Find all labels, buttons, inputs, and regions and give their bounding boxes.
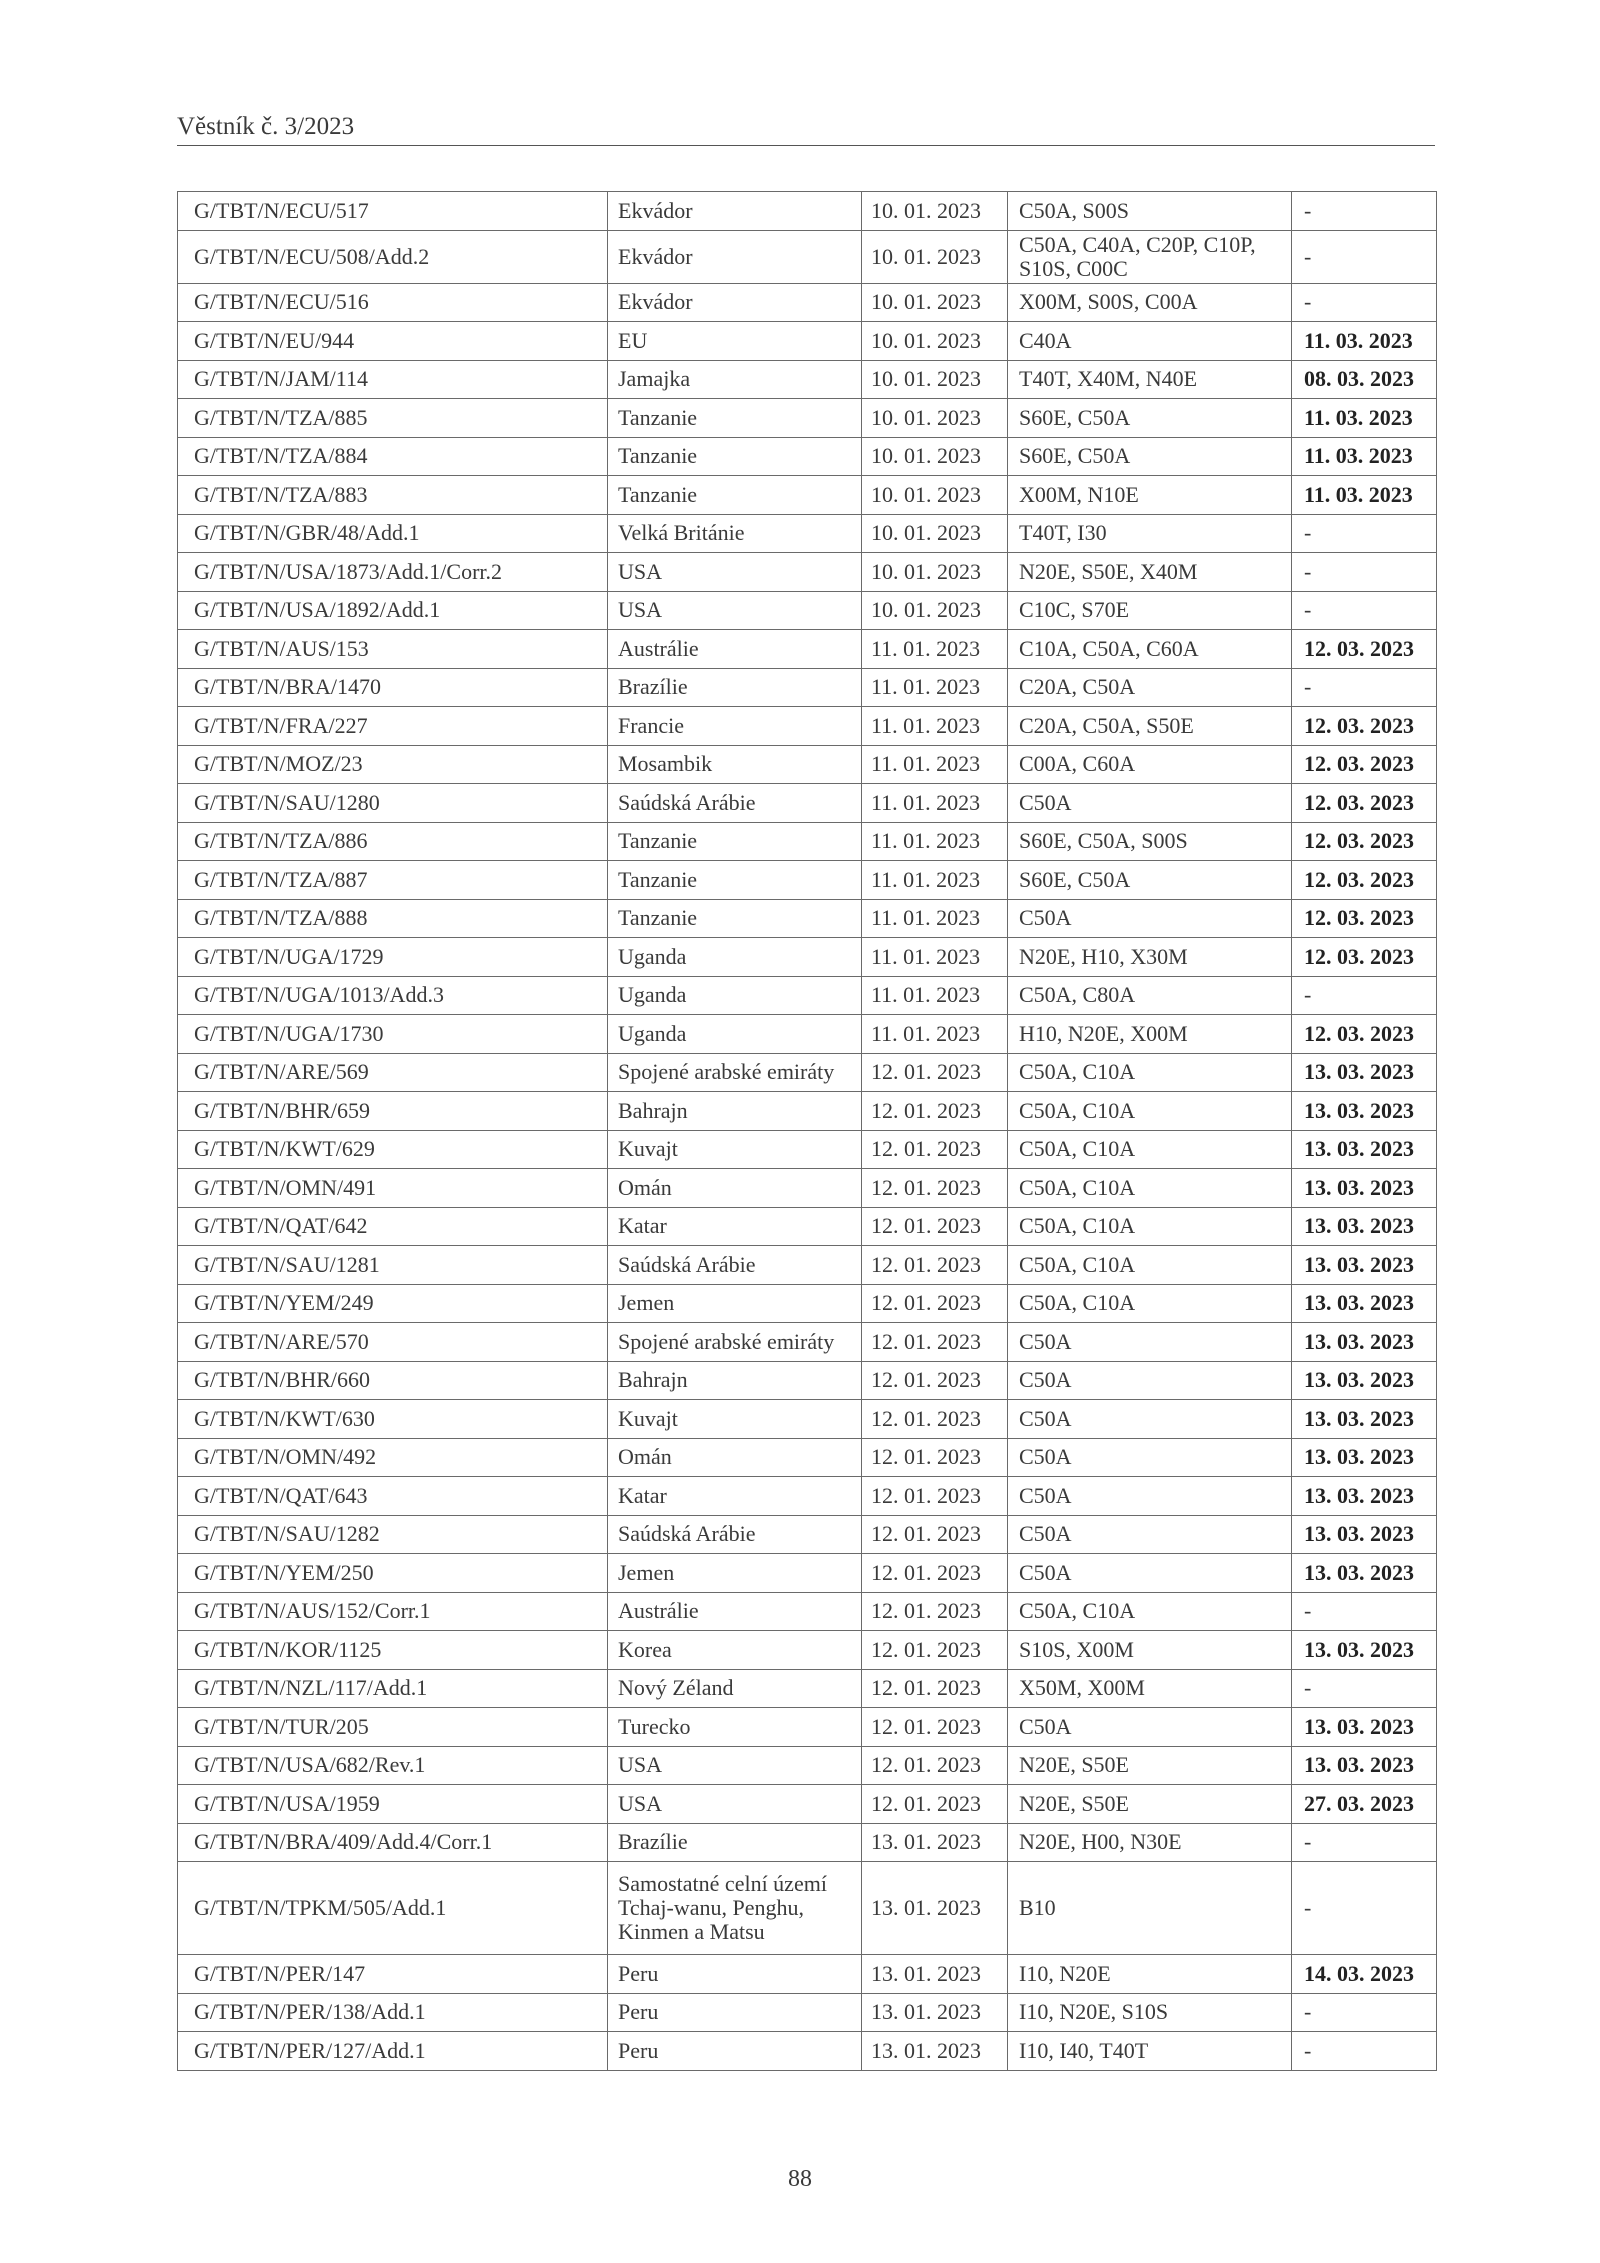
table-row — [178, 1361, 1437, 1400]
date-cell: 12. 01. 2023 — [862, 1515, 1008, 1554]
deadline-cell: - — [1292, 668, 1437, 707]
date-cell: 10. 01. 2023 — [862, 476, 1008, 515]
country-cell: Brazílie — [608, 668, 862, 707]
deadline-cell: 12. 03. 2023 — [1292, 822, 1437, 861]
notification-code-cell: G/TBT/N/TZA/884 — [178, 437, 608, 476]
deadline-cell: 13. 03. 2023 — [1292, 1477, 1437, 1516]
notification-code-cell: G/TBT/N/KWT/630 — [178, 1400, 608, 1439]
classification-cell: N20E, H10, X30M — [1008, 938, 1292, 977]
deadline-cell: 14. 03. 2023 — [1292, 1955, 1437, 1994]
date-cell: 12. 01. 2023 — [862, 1400, 1008, 1439]
date-cell: 11. 01. 2023 — [862, 630, 1008, 669]
table-row — [178, 1862, 1437, 1955]
date-cell: 12. 01. 2023 — [862, 1785, 1008, 1824]
notification-code-cell: G/TBT/N/QAT/642 — [178, 1207, 608, 1246]
date-cell: 12. 01. 2023 — [862, 1130, 1008, 1169]
classification-cell: C50A, C10A — [1008, 1207, 1292, 1246]
country-cell: Ekvádor — [608, 230, 862, 283]
country-cell: EU — [608, 322, 862, 361]
notification-code-cell: G/TBT/N/PER/147 — [178, 1955, 608, 1994]
classification-cell: X50M, X00M — [1008, 1669, 1292, 1708]
date-cell: 10. 01. 2023 — [862, 360, 1008, 399]
table-row — [178, 2032, 1437, 2071]
notification-code-cell: G/TBT/N/BHR/660 — [178, 1361, 608, 1400]
table-row — [178, 553, 1437, 592]
notification-code-cell: G/TBT/N/ECU/516 — [178, 283, 608, 322]
classification-cell: C50A, C10A — [1008, 1053, 1292, 1092]
notification-code-cell: G/TBT/N/TUR/205 — [178, 1708, 608, 1747]
classification-cell: C50A — [1008, 1477, 1292, 1516]
notification-code-cell: G/TBT/N/JAM/114 — [178, 360, 608, 399]
journal-title: Věstník č. 3/2023 — [177, 113, 355, 140]
classification-cell: C50A, C10A — [1008, 1092, 1292, 1131]
classification-cell: C50A, S00S — [1008, 192, 1292, 231]
classification-cell: S10S, X00M — [1008, 1631, 1292, 1670]
classification-cell: S60E, C50A, S00S — [1008, 822, 1292, 861]
table-row — [178, 976, 1437, 1015]
deadline-cell: - — [1292, 283, 1437, 322]
classification-cell: C50A — [1008, 1400, 1292, 1439]
country-cell: Ekvádor — [608, 283, 862, 322]
table-row — [178, 861, 1437, 900]
table-row — [178, 283, 1437, 322]
classification-cell: T40T, I30 — [1008, 514, 1292, 553]
country-cell: Austrálie — [608, 630, 862, 669]
date-cell: 11. 01. 2023 — [862, 707, 1008, 746]
table-row — [178, 784, 1437, 823]
deadline-cell: 12. 03. 2023 — [1292, 784, 1437, 823]
deadline-cell: 13. 03. 2023 — [1292, 1284, 1437, 1323]
date-cell: 10. 01. 2023 — [862, 514, 1008, 553]
classification-cell: C20A, C50A, S50E — [1008, 707, 1292, 746]
deadline-cell: 12. 03. 2023 — [1292, 938, 1437, 977]
table-row — [178, 1746, 1437, 1785]
notification-code-cell: G/TBT/N/KOR/1125 — [178, 1631, 608, 1670]
deadline-cell: 12. 03. 2023 — [1292, 1015, 1437, 1054]
classification-cell: C00A, C60A — [1008, 745, 1292, 784]
country-cell: Jemen — [608, 1284, 862, 1323]
table-row — [178, 899, 1437, 938]
classification-cell: X00M, S00S, C00A — [1008, 283, 1292, 322]
date-cell: 11. 01. 2023 — [862, 668, 1008, 707]
notification-code-cell: G/TBT/N/TZA/888 — [178, 899, 608, 938]
notification-code-cell: G/TBT/N/GBR/48/Add.1 — [178, 514, 608, 553]
date-cell: 10. 01. 2023 — [862, 283, 1008, 322]
deadline-cell: - — [1292, 976, 1437, 1015]
country-cell: Saúdská Arábie — [608, 784, 862, 823]
country-cell: Omán — [608, 1438, 862, 1477]
classification-cell: C50A — [1008, 784, 1292, 823]
deadline-cell: - — [1292, 591, 1437, 630]
notification-code-cell: G/TBT/N/UGA/1730 — [178, 1015, 608, 1054]
country-cell: Tanzanie — [608, 476, 862, 515]
table-row — [178, 938, 1437, 977]
deadline-cell: 13. 03. 2023 — [1292, 1746, 1437, 1785]
country-cell: Tanzanie — [608, 822, 862, 861]
deadline-cell: 13. 03. 2023 — [1292, 1554, 1437, 1593]
notification-code-cell: G/TBT/N/ARE/570 — [178, 1323, 608, 1362]
notification-code-cell: G/TBT/N/SAU/1282 — [178, 1515, 608, 1554]
date-cell: 11. 01. 2023 — [862, 784, 1008, 823]
table-row — [178, 360, 1437, 399]
date-cell: 12. 01. 2023 — [862, 1669, 1008, 1708]
notification-code-cell: G/TBT/N/EU/944 — [178, 322, 608, 361]
deadline-cell: 13. 03. 2023 — [1292, 1515, 1437, 1554]
date-cell: 12. 01. 2023 — [862, 1631, 1008, 1670]
country-cell: USA — [608, 1746, 862, 1785]
table-row — [178, 1554, 1437, 1593]
classification-cell: C50A — [1008, 1708, 1292, 1747]
date-cell: 13. 01. 2023 — [862, 1862, 1008, 1955]
table-row — [178, 745, 1437, 784]
deadline-cell: - — [1292, 553, 1437, 592]
page-header — [177, 112, 1435, 146]
date-cell: 12. 01. 2023 — [862, 1323, 1008, 1362]
date-cell: 10. 01. 2023 — [862, 553, 1008, 592]
deadline-cell: - — [1292, 1669, 1437, 1708]
table-row — [178, 1169, 1437, 1208]
notification-code-cell: G/TBT/N/BRA/409/Add.4/Corr.1 — [178, 1823, 608, 1862]
country-cell: Tanzanie — [608, 861, 862, 900]
deadline-cell: 08. 03. 2023 — [1292, 360, 1437, 399]
date-cell: 12. 01. 2023 — [862, 1092, 1008, 1131]
deadline-cell: 13. 03. 2023 — [1292, 1130, 1437, 1169]
date-cell: 11. 01. 2023 — [862, 899, 1008, 938]
notification-code-cell: G/TBT/N/MOZ/23 — [178, 745, 608, 784]
date-cell: 10. 01. 2023 — [862, 437, 1008, 476]
deadline-cell: - — [1292, 1993, 1437, 2032]
country-cell: Samostatné celní území Tchaj-wanu, Penghu, Kinmen a Matsu — [608, 1862, 862, 1955]
notification-code-cell: G/TBT/N/OMN/491 — [178, 1169, 608, 1208]
deadline-cell: - — [1292, 2032, 1437, 2071]
date-cell: 12. 01. 2023 — [862, 1207, 1008, 1246]
country-cell: Uganda — [608, 938, 862, 977]
date-cell: 13. 01. 2023 — [862, 1823, 1008, 1862]
deadline-cell: 11. 03. 2023 — [1292, 437, 1437, 476]
date-cell: 10. 01. 2023 — [862, 591, 1008, 630]
country-cell: Austrálie — [608, 1592, 862, 1631]
deadline-cell: 11. 03. 2023 — [1292, 476, 1437, 515]
table-row — [178, 514, 1437, 553]
table-row — [178, 1092, 1437, 1131]
notification-code-cell: G/TBT/N/ECU/517 — [178, 192, 608, 231]
deadline-cell: - — [1292, 514, 1437, 553]
date-cell: 11. 01. 2023 — [862, 745, 1008, 784]
classification-cell: C50A, C80A — [1008, 976, 1292, 1015]
date-cell: 11. 01. 2023 — [862, 1015, 1008, 1054]
notification-code-cell: G/TBT/N/TZA/887 — [178, 861, 608, 900]
table-row — [178, 1669, 1437, 1708]
country-cell: Tanzanie — [608, 899, 862, 938]
date-cell: 10. 01. 2023 — [862, 399, 1008, 438]
country-cell: Saúdská Arábie — [608, 1246, 862, 1285]
classification-cell: C50A — [1008, 1361, 1292, 1400]
country-cell: Katar — [608, 1477, 862, 1516]
notification-code-cell: G/TBT/N/TZA/886 — [178, 822, 608, 861]
table-row — [178, 1053, 1437, 1092]
table-row — [178, 668, 1437, 707]
country-cell: USA — [608, 553, 862, 592]
date-cell: 11. 01. 2023 — [862, 861, 1008, 900]
date-cell: 13. 01. 2023 — [862, 2032, 1008, 2071]
country-cell: Omán — [608, 1169, 862, 1208]
classification-cell: C50A, C10A — [1008, 1246, 1292, 1285]
table-row — [178, 476, 1437, 515]
notification-code-cell: G/TBT/N/TZA/885 — [178, 399, 608, 438]
country-cell: Peru — [608, 2032, 862, 2071]
deadline-cell: 13. 03. 2023 — [1292, 1438, 1437, 1477]
country-cell: Saúdská Arábie — [608, 1515, 862, 1554]
date-cell: 12. 01. 2023 — [862, 1169, 1008, 1208]
classification-cell: B10 — [1008, 1862, 1292, 1955]
classification-cell: C50A, C10A — [1008, 1169, 1292, 1208]
table-row — [178, 1708, 1437, 1747]
table-row — [178, 1284, 1437, 1323]
deadline-cell: 12. 03. 2023 — [1292, 861, 1437, 900]
country-cell: Uganda — [608, 1015, 862, 1054]
deadline-cell: - — [1292, 1592, 1437, 1631]
deadline-cell: 12. 03. 2023 — [1292, 745, 1437, 784]
deadline-cell: 12. 03. 2023 — [1292, 630, 1437, 669]
notification-code-cell: G/TBT/N/SAU/1281 — [178, 1246, 608, 1285]
deadline-cell: 13. 03. 2023 — [1292, 1207, 1437, 1246]
table-row — [178, 822, 1437, 861]
classification-cell: I10, N20E, S10S — [1008, 1993, 1292, 2032]
table-row — [178, 1477, 1437, 1516]
country-cell: Katar — [608, 1207, 862, 1246]
date-cell: 12. 01. 2023 — [862, 1438, 1008, 1477]
notification-code-cell: G/TBT/N/UGA/1013/Add.3 — [178, 976, 608, 1015]
classification-cell: N20E, S50E, X40M — [1008, 553, 1292, 592]
deadline-cell: 13. 03. 2023 — [1292, 1361, 1437, 1400]
classification-cell: C50A — [1008, 1515, 1292, 1554]
country-cell: Francie — [608, 707, 862, 746]
notification-code-cell: G/TBT/N/PER/127/Add.1 — [178, 2032, 608, 2071]
notification-code-cell: G/TBT/N/QAT/643 — [178, 1477, 608, 1516]
deadline-cell: - — [1292, 1862, 1437, 1955]
deadline-cell: 13. 03. 2023 — [1292, 1708, 1437, 1747]
classification-cell: C40A — [1008, 322, 1292, 361]
date-cell: 12. 01. 2023 — [862, 1708, 1008, 1747]
classification-cell: N20E, S50E — [1008, 1785, 1292, 1824]
notification-code-cell: G/TBT/N/UGA/1729 — [178, 938, 608, 977]
deadline-cell: 13. 03. 2023 — [1292, 1246, 1437, 1285]
notification-code-cell: G/TBT/N/USA/682/Rev.1 — [178, 1746, 608, 1785]
country-cell: Korea — [608, 1631, 862, 1670]
country-cell: Uganda — [608, 976, 862, 1015]
country-cell: Brazílie — [608, 1823, 862, 1862]
classification-cell: X00M, N10E — [1008, 476, 1292, 515]
deadline-cell: 13. 03. 2023 — [1292, 1323, 1437, 1362]
deadline-cell: - — [1292, 1823, 1437, 1862]
table-row — [178, 1592, 1437, 1631]
country-cell: Ekvádor — [608, 192, 862, 231]
notification-code-cell: G/TBT/N/OMN/492 — [178, 1438, 608, 1477]
table-row — [178, 192, 1437, 231]
deadline-cell: 13. 03. 2023 — [1292, 1169, 1437, 1208]
classification-cell: C10A, C50A, C60A — [1008, 630, 1292, 669]
country-cell: Bahrajn — [608, 1092, 862, 1131]
classification-cell: C50A — [1008, 1323, 1292, 1362]
classification-cell: S60E, C50A — [1008, 399, 1292, 438]
date-cell: 12. 01. 2023 — [862, 1053, 1008, 1092]
notification-code-cell: G/TBT/N/BHR/659 — [178, 1092, 608, 1131]
notification-code-cell: G/TBT/N/FRA/227 — [178, 707, 608, 746]
country-cell: Turecko — [608, 1708, 862, 1747]
classification-cell: C50A, C10A — [1008, 1130, 1292, 1169]
table-row — [178, 1323, 1437, 1362]
table-row — [178, 1438, 1437, 1477]
date-cell: 11. 01. 2023 — [862, 938, 1008, 977]
classification-cell: C50A, C10A — [1008, 1592, 1292, 1631]
classification-cell: I10, N20E — [1008, 1955, 1292, 1994]
deadline-cell: - — [1292, 192, 1437, 231]
deadline-cell: 27. 03. 2023 — [1292, 1785, 1437, 1824]
country-cell: Spojené arabské emiráty — [608, 1323, 862, 1362]
deadline-cell: 13. 03. 2023 — [1292, 1631, 1437, 1670]
notification-code-cell: G/TBT/N/TPKM/505/Add.1 — [178, 1862, 608, 1955]
deadline-cell: 12. 03. 2023 — [1292, 899, 1437, 938]
classification-cell: T40T, X40M, N40E — [1008, 360, 1292, 399]
country-cell: Peru — [608, 1955, 862, 1994]
classification-cell: I10, I40, T40T — [1008, 2032, 1292, 2071]
date-cell: 11. 01. 2023 — [862, 822, 1008, 861]
country-cell: USA — [608, 591, 862, 630]
date-cell: 10. 01. 2023 — [862, 322, 1008, 361]
table-row — [178, 1130, 1437, 1169]
date-cell: 13. 01. 2023 — [862, 1993, 1008, 2032]
country-cell: Bahrajn — [608, 1361, 862, 1400]
deadline-cell: 13. 03. 2023 — [1292, 1400, 1437, 1439]
deadline-cell: 11. 03. 2023 — [1292, 322, 1437, 361]
notifications-table — [177, 191, 1437, 2071]
table-row — [178, 1823, 1437, 1862]
notification-code-cell: G/TBT/N/BRA/1470 — [178, 668, 608, 707]
classification-cell: N20E, S50E — [1008, 1746, 1292, 1785]
notification-code-cell: G/TBT/N/YEM/250 — [178, 1554, 608, 1593]
country-cell: USA — [608, 1785, 862, 1824]
table-row — [178, 230, 1437, 283]
table-row — [178, 1207, 1437, 1246]
table-row — [178, 591, 1437, 630]
date-cell: 12. 01. 2023 — [862, 1746, 1008, 1785]
table-row — [178, 1955, 1437, 1994]
classification-cell: C20A, C50A — [1008, 668, 1292, 707]
date-cell: 12. 01. 2023 — [862, 1361, 1008, 1400]
classification-cell: C50A — [1008, 899, 1292, 938]
notification-code-cell: G/TBT/N/ECU/508/Add.2 — [178, 230, 608, 283]
table-row — [178, 707, 1437, 746]
date-cell: 13. 01. 2023 — [862, 1955, 1008, 1994]
date-cell: 12. 01. 2023 — [862, 1554, 1008, 1593]
country-cell: Peru — [608, 1993, 862, 2032]
deadline-cell: 12. 03. 2023 — [1292, 707, 1437, 746]
country-cell: Velká Británie — [608, 514, 862, 553]
country-cell: Spojené arabské emiráty — [608, 1053, 862, 1092]
country-cell: Tanzanie — [608, 399, 862, 438]
table-row — [178, 437, 1437, 476]
table-row — [178, 1631, 1437, 1670]
classification-cell: C50A, C10A — [1008, 1284, 1292, 1323]
table-row — [178, 1400, 1437, 1439]
classification-cell: C50A — [1008, 1438, 1292, 1477]
classification-cell: H10, N20E, X00M — [1008, 1015, 1292, 1054]
deadline-cell: 13. 03. 2023 — [1292, 1053, 1437, 1092]
country-cell: Tanzanie — [608, 437, 862, 476]
country-cell: Jemen — [608, 1554, 862, 1593]
notification-code-cell: G/TBT/N/NZL/117/Add.1 — [178, 1669, 608, 1708]
notification-code-cell: G/TBT/N/KWT/629 — [178, 1130, 608, 1169]
date-cell: 12. 01. 2023 — [862, 1592, 1008, 1631]
classification-cell: S60E, C50A — [1008, 861, 1292, 900]
notification-code-cell: G/TBT/N/AUS/152/Corr.1 — [178, 1592, 608, 1631]
notification-code-cell: G/TBT/N/AUS/153 — [178, 630, 608, 669]
country-cell: Nový Zéland — [608, 1669, 862, 1708]
notification-code-cell: G/TBT/N/USA/1892/Add.1 — [178, 591, 608, 630]
date-cell: 10. 01. 2023 — [862, 192, 1008, 231]
notification-code-cell: G/TBT/N/USA/1873/Add.1/Corr.2 — [178, 553, 608, 592]
date-cell: 10. 01. 2023 — [862, 230, 1008, 283]
date-cell: 12. 01. 2023 — [862, 1477, 1008, 1516]
deadline-cell: 13. 03. 2023 — [1292, 1092, 1437, 1131]
country-cell: Kuvajt — [608, 1130, 862, 1169]
table-row — [178, 1785, 1437, 1824]
deadline-cell: - — [1292, 230, 1437, 283]
notification-code-cell: G/TBT/N/USA/1959 — [178, 1785, 608, 1824]
classification-cell: C50A — [1008, 1554, 1292, 1593]
date-cell: 11. 01. 2023 — [862, 976, 1008, 1015]
notification-code-cell: G/TBT/N/TZA/883 — [178, 476, 608, 515]
notification-code-cell: G/TBT/N/PER/138/Add.1 — [178, 1993, 608, 2032]
page-number: 88 — [788, 2166, 812, 2192]
date-cell: 12. 01. 2023 — [862, 1284, 1008, 1323]
table-row — [178, 322, 1437, 361]
country-cell: Kuvajt — [608, 1400, 862, 1439]
table-row — [178, 1246, 1437, 1285]
classification-cell: N20E, H00, N30E — [1008, 1823, 1292, 1862]
classification-cell: C10C, S70E — [1008, 591, 1292, 630]
country-cell: Jamajka — [608, 360, 862, 399]
table-body — [178, 192, 1437, 2071]
table-row — [178, 630, 1437, 669]
notification-code-cell: G/TBT/N/YEM/249 — [178, 1284, 608, 1323]
classification-cell: S60E, C50A — [1008, 437, 1292, 476]
deadline-cell: 11. 03. 2023 — [1292, 399, 1437, 438]
table-row — [178, 1515, 1437, 1554]
table-row — [178, 399, 1437, 438]
notification-code-cell: G/TBT/N/SAU/1280 — [178, 784, 608, 823]
country-cell: Mosambik — [608, 745, 862, 784]
date-cell: 12. 01. 2023 — [862, 1246, 1008, 1285]
classification-cell: C50A, C40A, C20P, C10P, S10S, C00C — [1008, 230, 1292, 283]
notification-code-cell: G/TBT/N/ARE/569 — [178, 1053, 608, 1092]
table-row — [178, 1993, 1437, 2032]
table-row — [178, 1015, 1437, 1054]
